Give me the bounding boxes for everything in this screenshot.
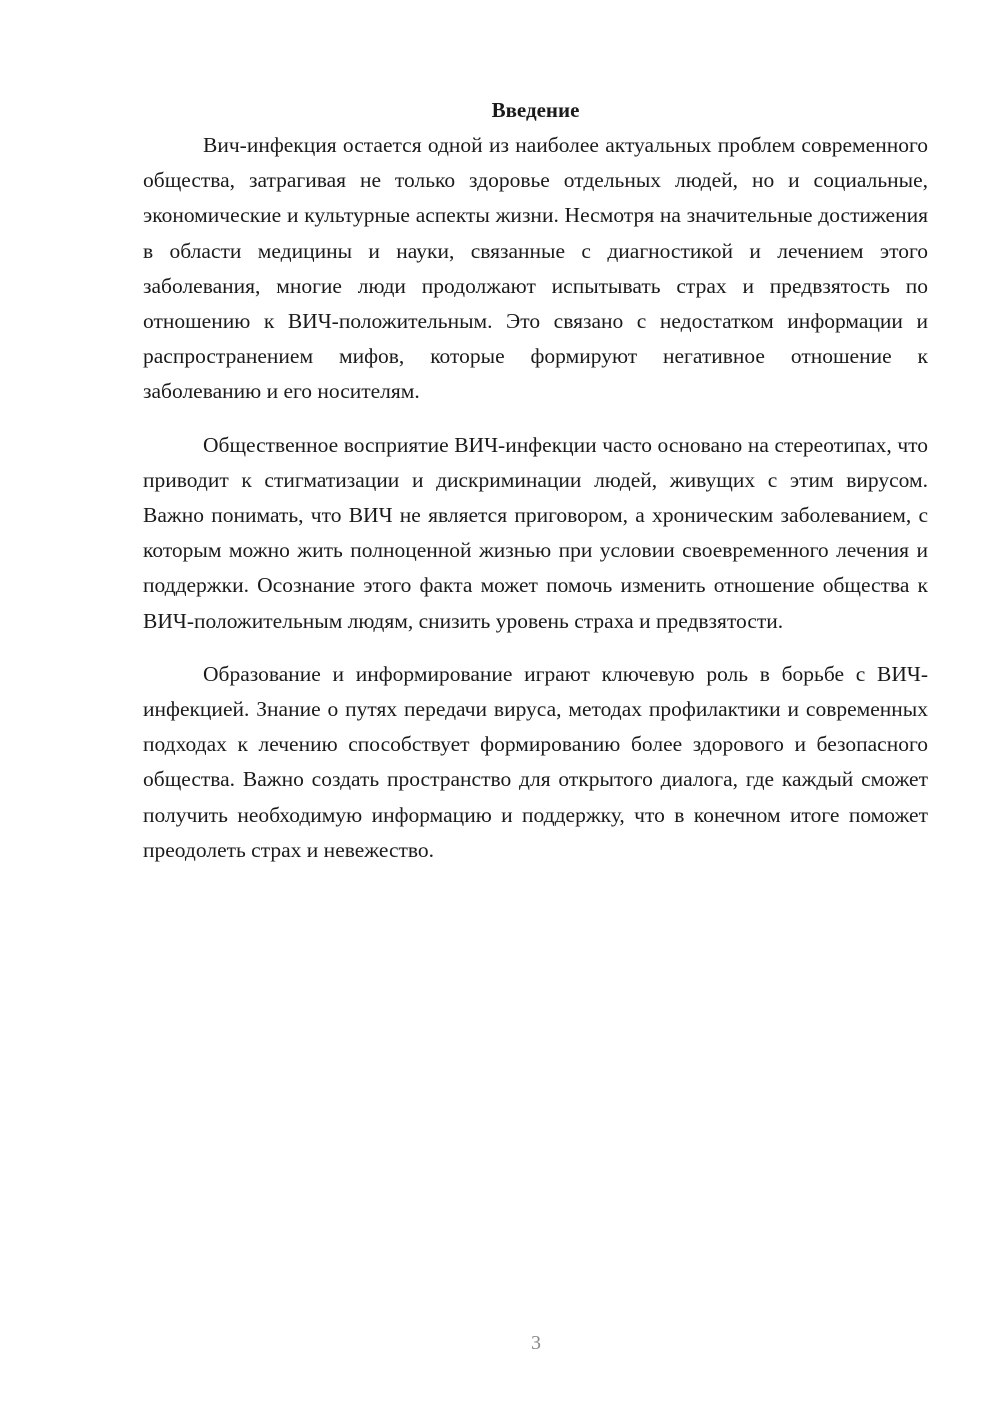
page-number: 3 (531, 1332, 541, 1354)
page-content (143, 94, 928, 886)
paragraph-3: Образование и информирование играют ключевую роль в борьбе с ВИЧ-инфекцией. Знание о путях передачи вируса, методах профилактики и современных подходах к лечению способствует формированию более здорового и безопасного общества. Важно создать пространство для открытого диалога, где каждый сможет получить необходимую информацию и поддержку, что в конечном итоге поможет преодолеть страх и невежество. (143, 661, 928, 862)
section-heading: Введение (491, 98, 580, 122)
paragraph-2: Общественное восприятие ВИЧ-инфекции часто основано на стереотипах, что приводит к стигматизации и дискриминации людей, живущих с этим вирусом. Важно понимать, что ВИЧ не является приговором, а хроническим заболеванием, с которым можно жить полноценной жизнью при условии своевременного лечения и поддержки. Осознание этого факта может помочь изменить отношение общества к ВИЧ-положительным людям, снизить уровень страха и предвзятости. (143, 432, 928, 633)
paragraph-1: Вич-инфекция остается одной из наиболее актуальных проблем современного общества, затрагивая не только здоровье отдельных людей, но и социальные, экономические и культурные аспекты жизни. Несмотря на значительные достижения в области медицины и науки, связанные с диагностикой и лечением этого заболевания, многие люди продолжают испытывать страх и предвзятость по отношению к ВИЧ-положительным. Это связано с недостатком информации и распространением мифов, которые формируют негативное отношение к заболеванию и его носителям. (143, 133, 928, 404)
